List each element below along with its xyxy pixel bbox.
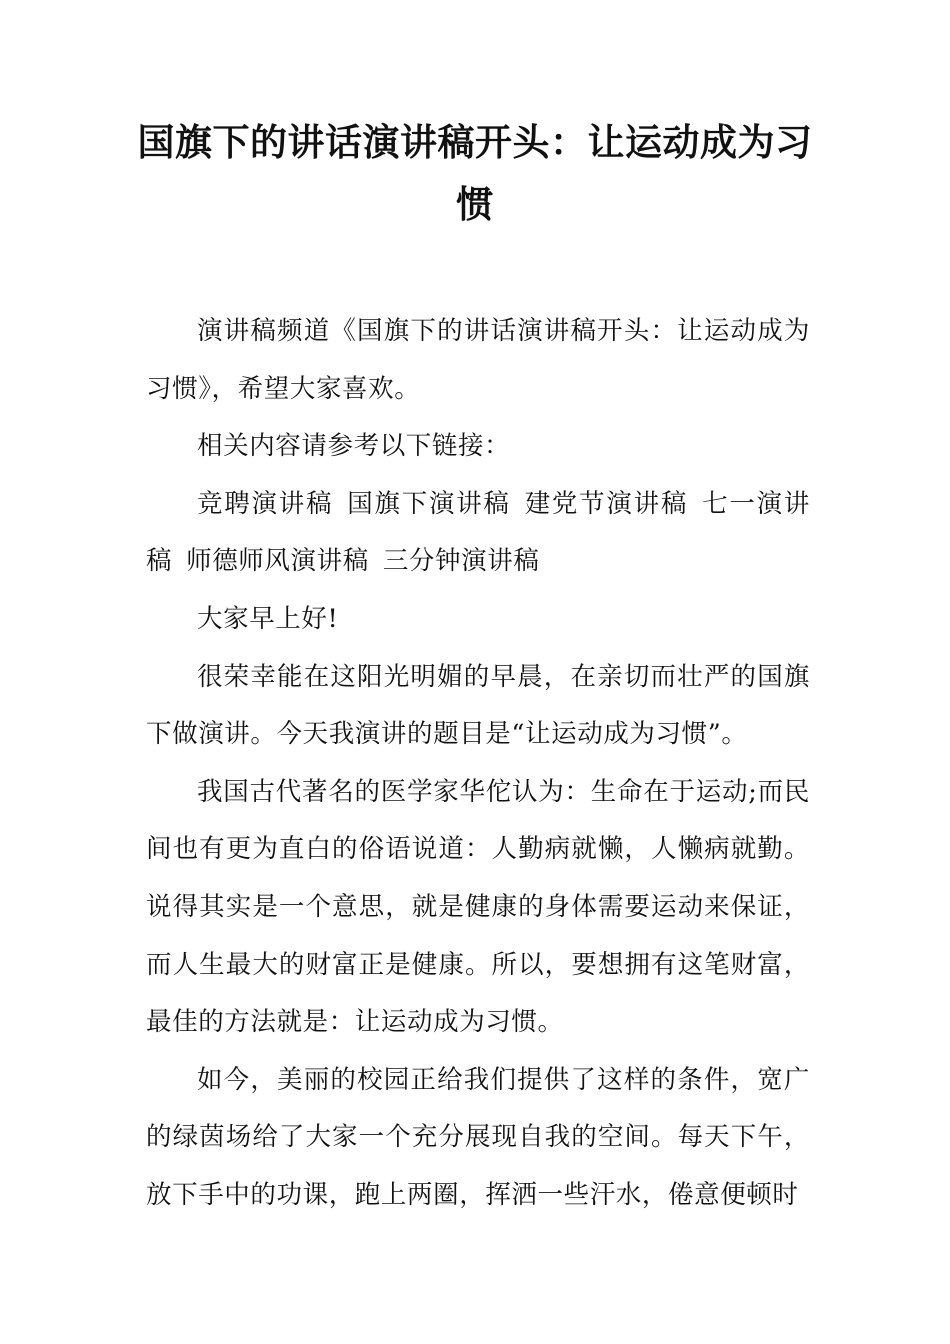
topic-paragraph: 很荣幸能在这阳光明媚的早晨，在亲切而壮严的国旗下做演讲。今天我演讲的题目是“让运动成为习惯”。 xyxy=(146,661,810,750)
campus-paragraph: 如今，美丽的校园正给我们提供了这样的条件，宽广的绿茵场给了大家一个充分展现自我的空间。每天下午，放下手中的功课，跑上两圈，挥洒一些汗水，倦意便顿时 xyxy=(146,1064,810,1210)
document-title: 国旗下的讲话演讲稿开头：让运动成为习惯 xyxy=(137,121,813,226)
link-shide[interactable]: 师德师风演讲稿 xyxy=(186,546,369,577)
greeting-paragraph: 大家早上好! xyxy=(197,603,339,634)
link-qiyi[interactable]: 七一演讲稿 xyxy=(146,488,810,577)
huatuo-paragraph: 我国古代著名的医学家华佗认为：生命在于运动;而民间也有更为直白的俗语说道：人勤病就懒，人懒病就勤。说得其实是一个意思，就是健康的身体需要运动来保证，而人生最大的财富正是健康。所以，要想拥有这笔财富，最佳的方法就是：让运动成为习惯。 xyxy=(146,776,810,1038)
link-guoqixia[interactable]: 国旗下演讲稿 xyxy=(347,488,511,519)
intro-paragraph: 演讲稿频道《国旗下的讲话演讲稿开头：让运动成为习惯》，希望大家喜欢。 xyxy=(146,316,810,404)
link-jiandangjie[interactable]: 建党节演讲稿 xyxy=(524,488,689,519)
related-links-label: 相关内容请参考以下链接： xyxy=(197,431,511,462)
related-links xyxy=(146,476,810,591)
link-sanfenzhong[interactable]: 三分钟演讲稿 xyxy=(382,546,540,577)
document-body xyxy=(146,303,810,1225)
link-jingpin[interactable]: 竞聘演讲稿 xyxy=(197,488,334,519)
